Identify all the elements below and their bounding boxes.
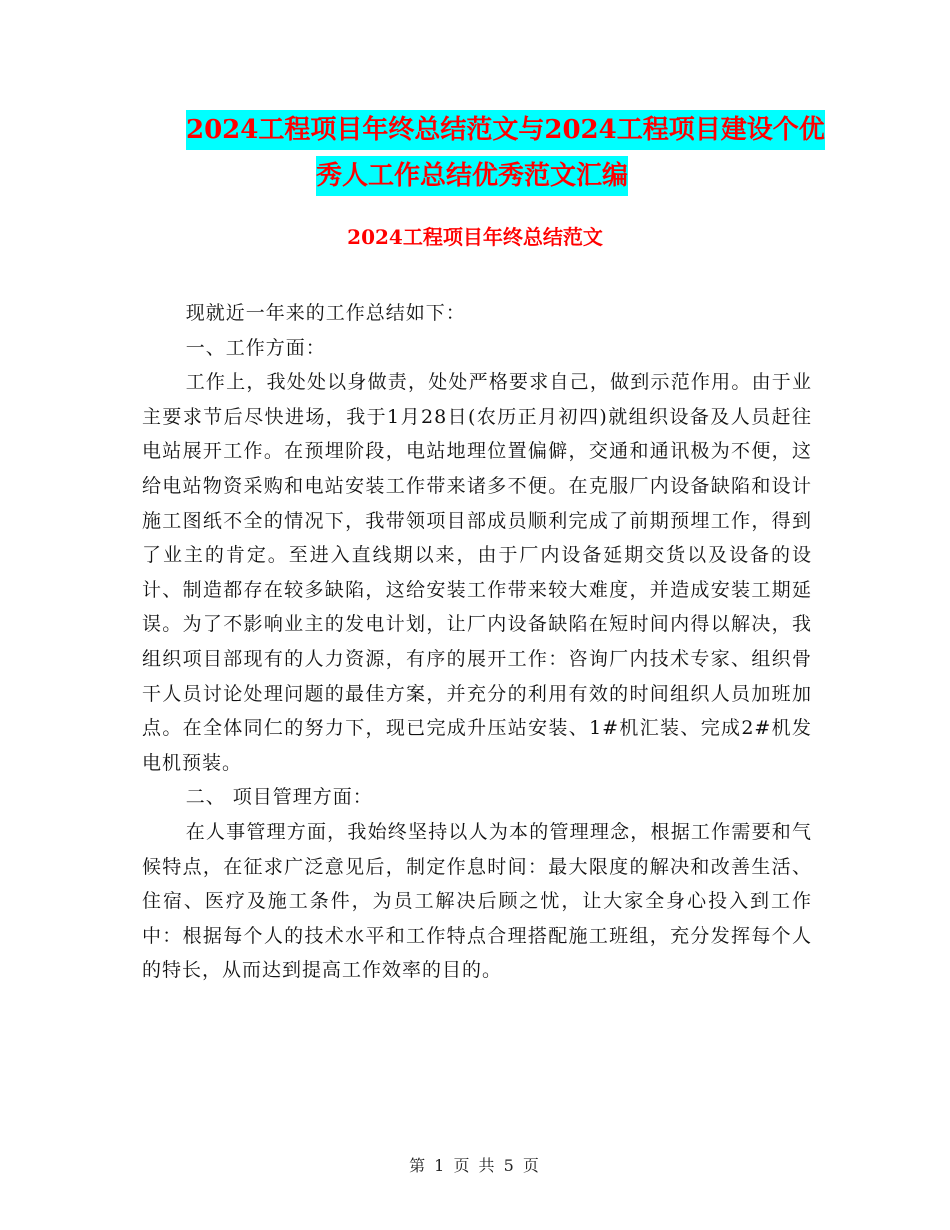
- section-heading: 2024工程项目年终总结范文: [347, 225, 603, 249]
- document-title-line-2: 秀人工作总结优秀范文汇编: [316, 156, 628, 196]
- page-footer: 第 1 页 共 5 页: [409, 1156, 541, 1175]
- subheading-work: 一、工作方面：: [185, 336, 326, 359]
- document-body: [142, 296, 812, 988]
- intro-paragraph: 现就近一年来的工作总结如下：: [185, 302, 466, 324]
- subheading-project-management: 二、 项目管理方面：: [185, 786, 373, 809]
- work-paragraph: 工作上，我处处以身做责，处处严格要求自己，做到示范作用。由于业主要求节后尽快进场，我于1月28日(农历正月初四)就组织设备及人员赶往电站展开工作。在预埋阶段，电站地理位置偏僻，交通和通讯极为不便，这给电站物资采购和电站安装工作带来诸多不便。在克服厂内设备缺陷和设计施工图纸不全的情况下，我带领项目部成员顺利完成了前期预埋工作，得到了业主的肯定。至进入直线期以来，由于厂内设备延期交货以及设备的设计、制造都存在较多缺陷，这给安装工作带来较大难度，并造成安装工期延误。为了不影响业主的发电计划，让厂内设备缺陷在短时间内得以解决，我组织项目部现有的人力资源，有序的展开工作：咨询厂内技术专家、组织骨干人员讨论处理问题的最佳方案，并充分的利用有效的时间组织人员加班加点。在全体同仁的努力下，现已完成升压站安装、1#机汇装、完成2#机发电机预装。: [142, 371, 812, 774]
- management-paragraph: 在人事管理方面，我始终坚持以人为本的管理理念，根据工作需要和气候特点，在征求广泛意见后，制定作息时间：最大限度的解决和改善生活、住宿、医疗及施工条件，为员工解决后顾之忧，让大家全身心投入到工作中：根据每个人的技术水平和工作特点合理搭配施工班组，充分发挥每个人的特长，从而达到提高工作效率的目的。: [142, 820, 812, 982]
- document-title-line-1: 2024工程项目年终总结范文与2024工程项目建设个优: [186, 110, 825, 150]
